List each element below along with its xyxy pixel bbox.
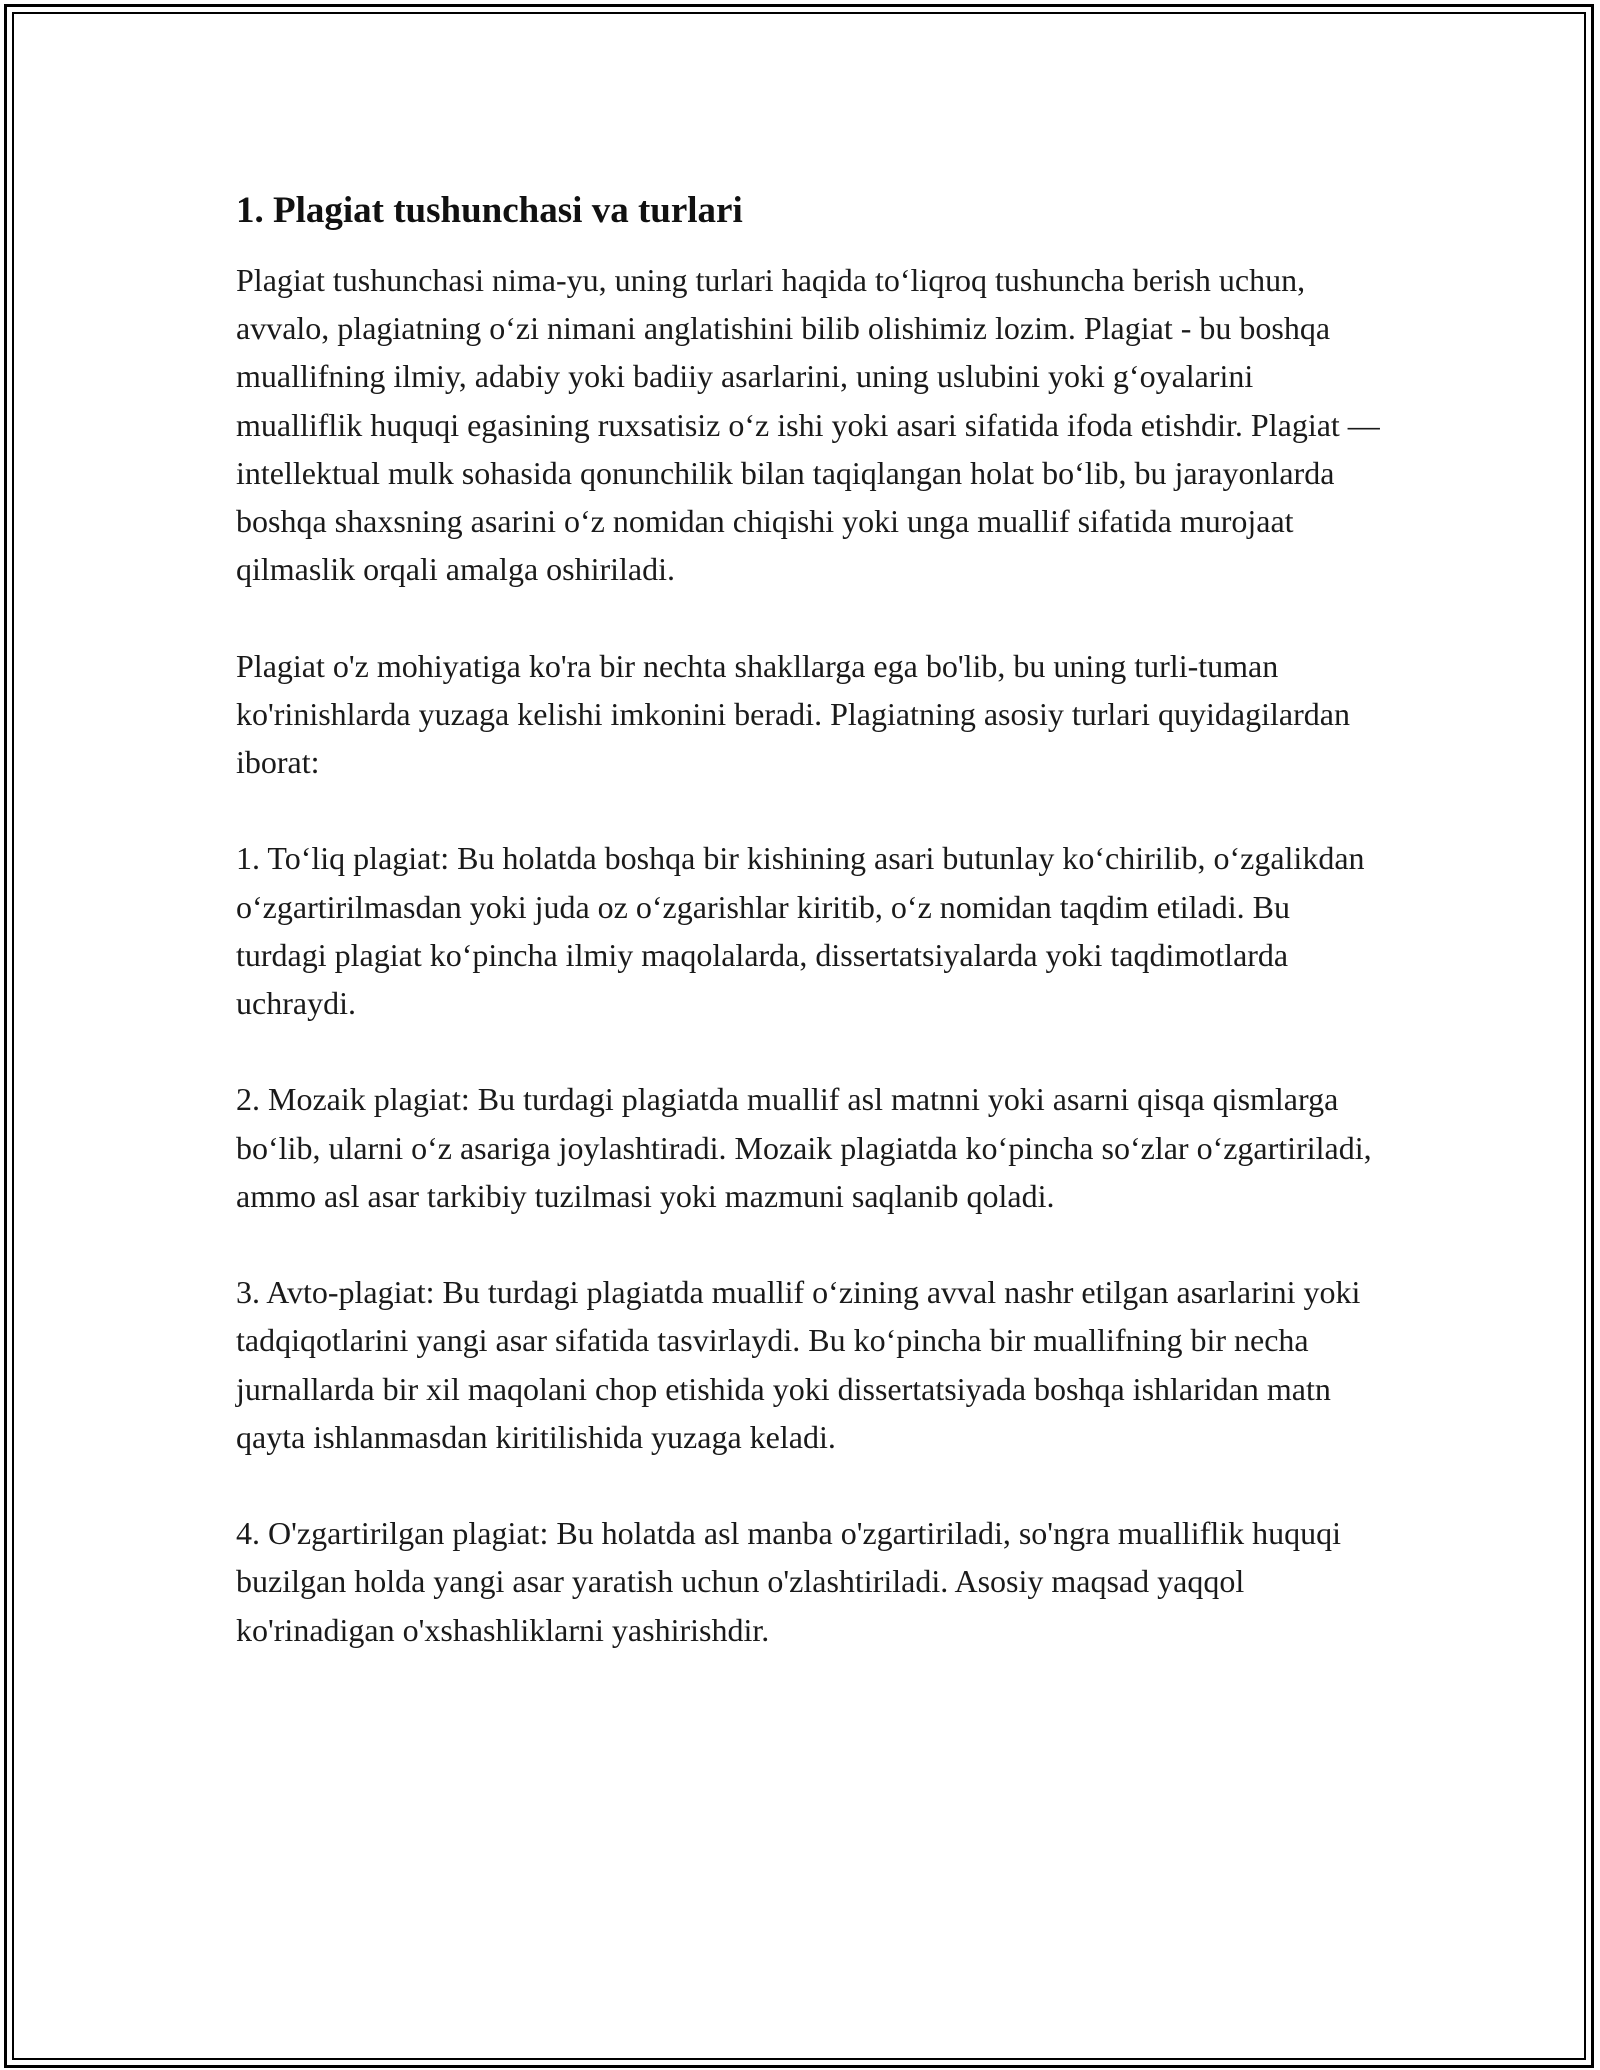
paragraph-definition: Plagiat tushunchasi nima-yu, uning turlari haqida to‘liqroq tushuncha berish uchun, avvalo, plagiatning o‘zi nimani anglatishini bilib olishimiz lozim. Plagiat - bu boshqa muallifning ilmiy, adabiy yoki badiiy asarlarini, uning uslubini yoki g‘oyalarini mualliflik huquqi egasining ruxsatisiz o‘z ishi yoki asari sifatida ifoda etishdir. Plagiat — intellektual mulk sohasida qonunchilik bilan taqiqlangan holat bo‘lib, bu jarayonlarda boshqa shaxsning asarini o‘z nomidan chiqishi yoki unga muallif sifatida murojaat qilmaslik orqali amalga oshiriladi. [236, 262, 1380, 588]
paragraph-mosaic-plagiarism: 2. Mozaik plagiat: Bu turdagi plagiatda muallif asl matnni yoki asarni qisqa qismlarga bo‘lib, ularni o‘z asariga joylashtiradi. Mozaik plagiatda ko‘pincha so‘zlar o‘zgartiriladi, ammo asl asar tarkibiy tuzilmasi yoki mazmuni saqlanib qoladi. [236, 1081, 1372, 1214]
paragraph-modified-plagiarism: 4. O'zgartirilgan plagiat: Bu holatda asl manba o'zgartiriladi, so'ngra mualliflik huquqi buzilgan holda yangi asar yaratish uchun o'zlashtiriladi. Asosiy maqsad yaqqol ko'rinadigan o'xshashliklarni yashirishdir. [236, 1515, 1342, 1648]
paragraph-full-plagiarism: 1. To‘liq plagiat: Bu holatda boshqa bir kishining asari butunlay ko‘chirilib, o‘zgalikdan o‘zgartirilmasdan yoki juda oz o‘zgarishlar kiritib, o‘z nomidan taqdim etiladi. Bu turdagi plagiat ko‘pincha ilmiy maqolalarda, dissertatsiyalarda yoki taqdimotlarda uchraydi. [236, 840, 1365, 1022]
paragraph-types-intro: Plagiat o'z mohiyatiga ko'ra bir nechta shakllarga ega bo'lib, bu uning turli-tuman ko'rinishlarda yuzaga kelishi imkonini beradi. Plagiatning asosiy turlari quyidagilardan iborat: [236, 647, 1350, 781]
document-body [236, 186, 1386, 1702]
paragraph-self-plagiarism: 3. Avto-plagiat: Bu turdagi plagiatda muallif o‘zining avval nashr etilgan asarlarini yoki tadqiqotlarini yangi asar sifatida tasvirlaydi. Bu ko‘pincha bir muallifning bir necha jurnallarda bir xil maqolani chop etishida yoki dissertatsiyada boshqa ishlaridan matn qayta ishlanmasdan kiritilishida yuzaga keladi. [236, 1274, 1361, 1455]
section-heading: 1. Plagiat tushunchasi va turlari [236, 190, 743, 231]
